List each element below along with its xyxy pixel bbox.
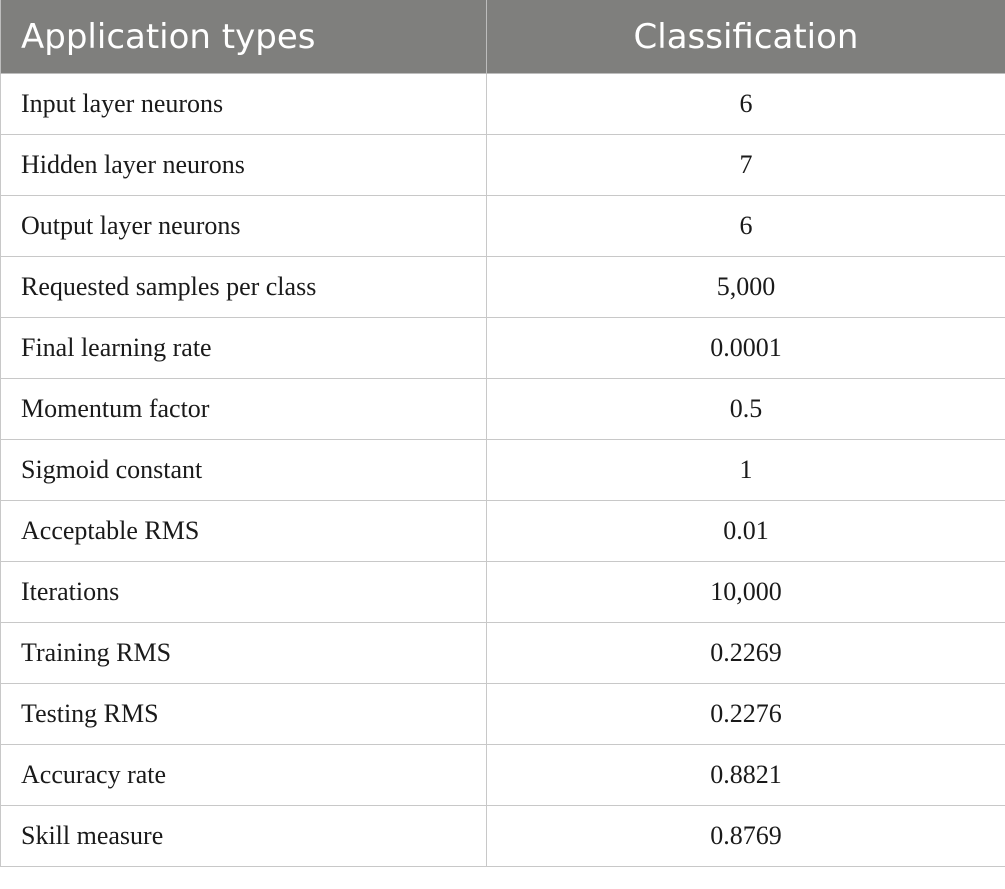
row-label: Input layer neurons [1, 74, 487, 135]
row-value: 7 [487, 135, 1005, 196]
row-label: Requested samples per class [1, 257, 487, 318]
row-value: 1 [487, 440, 1005, 501]
table-row [1, 684, 1005, 745]
table-row [1, 74, 1005, 135]
row-value: 0.2269 [487, 623, 1005, 684]
row-value: 0.5 [487, 379, 1005, 440]
row-label: Iterations [1, 562, 487, 623]
table-row [1, 806, 1005, 867]
row-value: 5,000 [487, 257, 1005, 318]
row-value: 0.0001 [487, 318, 1005, 379]
row-value: 6 [487, 74, 1005, 135]
row-value: 6 [487, 196, 1005, 257]
row-value: 0.2276 [487, 684, 1005, 745]
row-label: Hidden layer neurons [1, 135, 487, 196]
row-value: 0.8821 [487, 745, 1005, 806]
table-row [1, 196, 1005, 257]
row-value: 10,000 [487, 562, 1005, 623]
table-row [1, 501, 1005, 562]
table-row [1, 135, 1005, 196]
row-label: Sigmoid constant [1, 440, 487, 501]
table-row [1, 745, 1005, 806]
row-label: Training RMS [1, 623, 487, 684]
column-header-classification: Classification [487, 0, 1005, 74]
table-row [1, 318, 1005, 379]
row-label: Acceptable RMS [1, 501, 487, 562]
column-header-application-types: Application types [1, 0, 487, 74]
table-row [1, 562, 1005, 623]
row-value: 0.8769 [487, 806, 1005, 867]
row-label: Final learning rate [1, 318, 487, 379]
table-row [1, 257, 1005, 318]
row-label: Momentum factor [1, 379, 487, 440]
row-label: Skill measure [1, 806, 487, 867]
table-row [1, 379, 1005, 440]
table-row [1, 623, 1005, 684]
row-label: Accuracy rate [1, 745, 487, 806]
table-header [1, 0, 1005, 74]
table-body [1, 74, 1005, 867]
row-label: Testing RMS [1, 684, 487, 745]
row-label: Output layer neurons [1, 196, 487, 257]
table-row [1, 440, 1005, 501]
row-value: 0.01 [487, 501, 1005, 562]
header-row [1, 0, 1005, 74]
